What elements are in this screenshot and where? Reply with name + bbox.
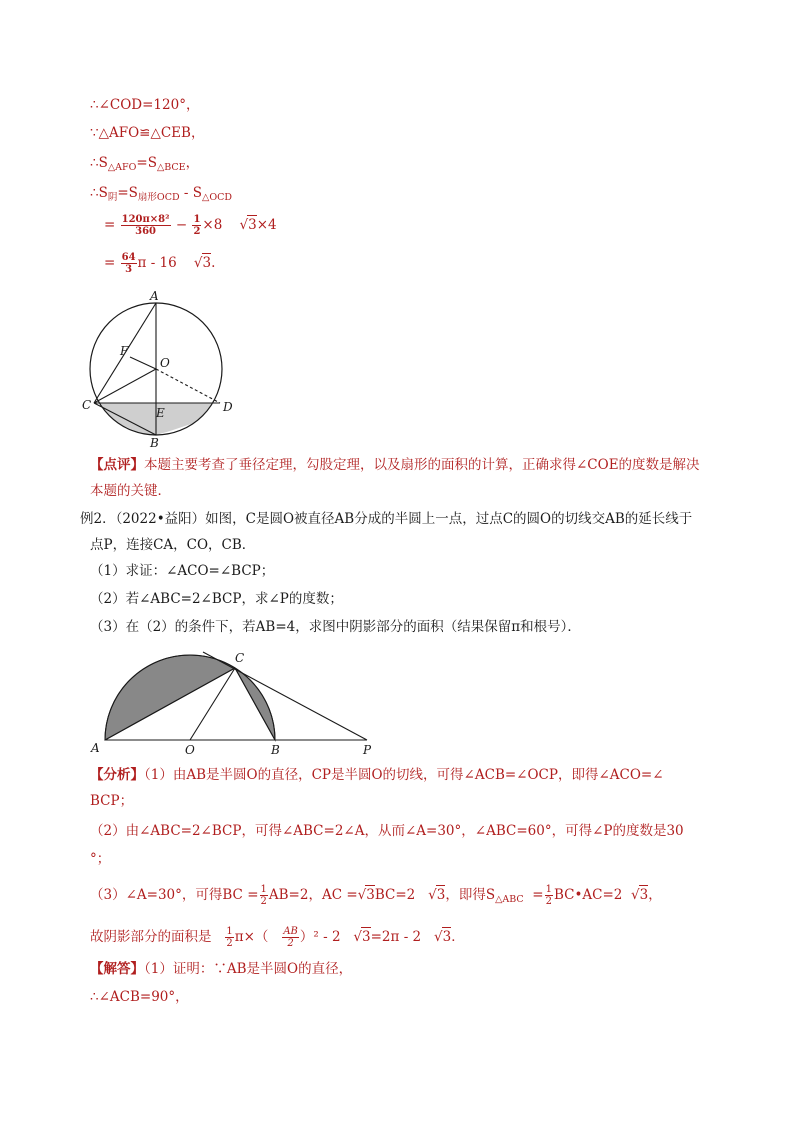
analysis-line-3: （3）∠A=30°，可得BC = $\frac{1}{2}$ AB=2，AC =√3BC=2 √3，即得$S_{\triangle ABC}$ = $\frac{1}{2}$ BC•AC=2 √3，: [90, 884, 662, 907]
segment-fo: [130, 357, 156, 369]
line-cb: [235, 668, 275, 740]
semicircle-diagram: [85, 640, 385, 758]
analysis-line-2: （2）由∠ABC=2∠BCP，可得∠ABC=2∠A，从而∠A=30°，∠ABC=60°，可得∠P的度数是30: [90, 823, 684, 839]
analysis-line-4: 故阴影部分的面积是 $\frac{1}{2}$ π×（ $\frac{AB}{2}$ ）² - 2 √3=2π - 2 √3．: [90, 926, 465, 949]
circle-diagram: [80, 285, 240, 450]
example2-question-1: （1）求证：∠ACO=∠BCP；: [90, 563, 275, 579]
example2-line-1: 例2．（2022•益阳）如图，C是圆O被直径AB分成的半圆上一点，过点C的圆O的切线交AB的延长线于: [80, 511, 693, 527]
fraction-64-3: $\frac{64}{3}$: [121, 252, 136, 275]
label-o2: O: [185, 743, 195, 757]
label-c2: C: [235, 651, 245, 665]
fraction-120pi: $\frac{\text{120π×8²}}{360}$: [121, 214, 170, 237]
fraction-ab-2: $\frac{AB}{2}$: [283, 926, 298, 949]
label-c: C: [82, 398, 92, 412]
solution-line-2: ∵△AFO≌△CEB，: [90, 125, 205, 141]
analysis-line-2b: °；: [90, 851, 111, 867]
comment-line-1: 【点评】本题主要考查了垂径定理，勾股定理，以及扇形的面积的计算，正确求得∠COE的度数是解决: [90, 457, 700, 473]
answer-line-2: ∴∠ACB=90°，: [90, 989, 189, 1005]
line-tangent-cp: [203, 652, 367, 740]
analysis-line-1b: BCP；: [90, 793, 134, 809]
solution-line-6: = $\frac{64}{3}$ π - 16 √3.: [104, 252, 216, 275]
segment-co: [94, 369, 156, 403]
fraction-half: $\frac{1}{2}$: [193, 214, 201, 237]
label-d: D: [223, 400, 233, 414]
label-a2: A: [91, 741, 100, 755]
analysis-line-1: 【分析】（1）由AB是半圆O的直径，CP是半圆O的切线，可得∠ACB=∠OCP，即得∠ACO=∠: [90, 767, 664, 783]
label-e: E: [156, 406, 165, 420]
fraction-1-2-a: $\frac{1}{2}$: [260, 884, 267, 907]
label-o: O: [160, 356, 170, 370]
label-p2: P: [363, 743, 372, 757]
solution-line-3: $\therefore S_{\triangle AFO}=S_{\triangle BCE}$，: [90, 155, 200, 173]
label-b2: B: [271, 743, 280, 757]
label-b: B: [150, 436, 159, 450]
label-f: F: [120, 344, 129, 358]
label-a: A: [150, 289, 159, 303]
segment-od-dashed: [156, 369, 220, 403]
answer-line-1: 【解答】（1）证明：∵AB是半圆O的直径，: [90, 961, 353, 977]
fraction-1-2-c: $\frac{1}{2}$: [226, 926, 233, 949]
example2-question-3: （3）在（2）的条件下，若AB=4，求图中阴影部分的面积（结果保留π和根号）．: [90, 619, 581, 635]
example2-question-2: （2）若∠ABC=2∠BCP，求∠P的度数；: [90, 591, 343, 607]
solution-line-1: ∴∠COD=120°，: [90, 97, 200, 113]
solution-line-4: $\therefore S_阴=S_{扇形OCD} - S_{\triangle OCD}$: [90, 185, 232, 203]
comment-line-2: 本题的关键．: [90, 483, 171, 499]
fraction-1-2-b: $\frac{1}{2}$: [545, 884, 552, 907]
example2-line-2: 点P，连接CA，CO，CB．: [90, 537, 256, 553]
shaded-arc-ac: [105, 655, 235, 740]
solution-line-5: = $\frac{\text{120π×8²}}{360}$ − $\frac{1}{2}$ ×8 √3×4: [104, 214, 277, 237]
